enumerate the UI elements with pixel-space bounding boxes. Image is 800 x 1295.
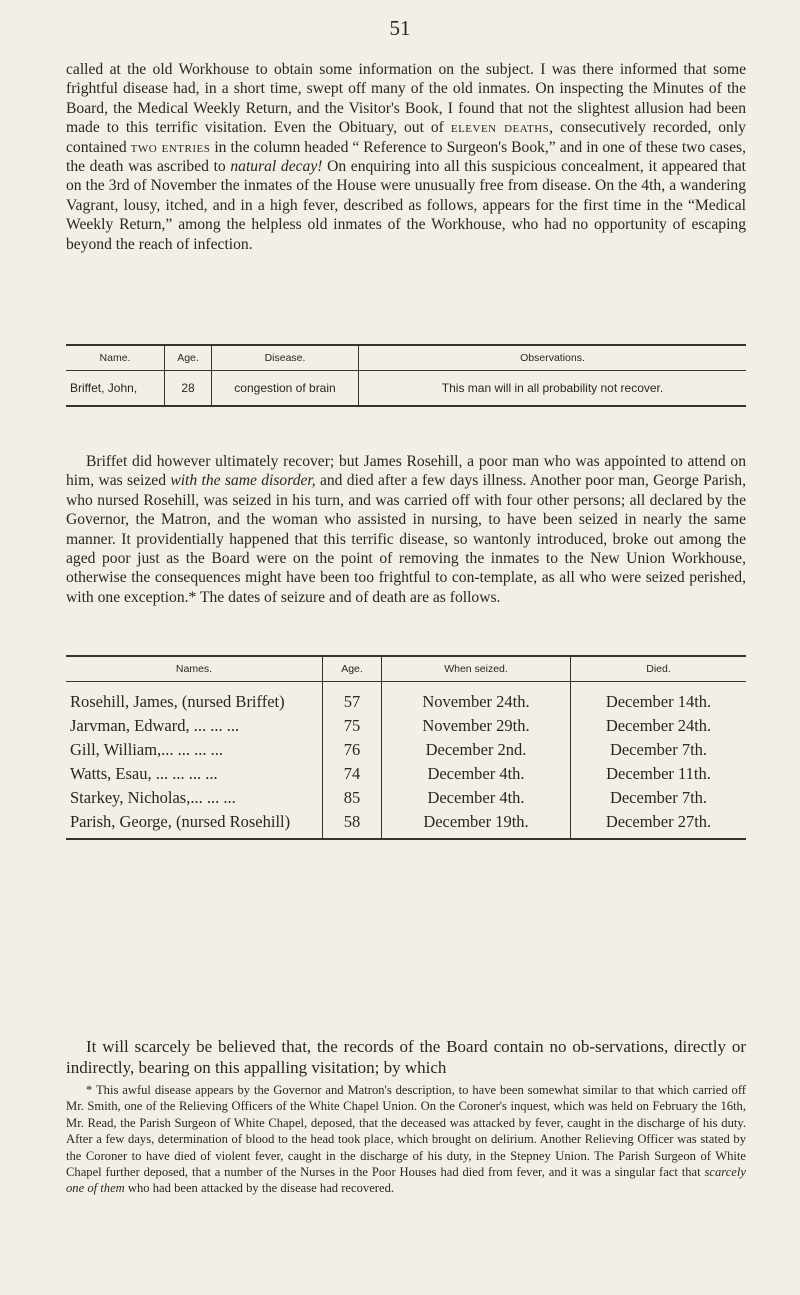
t2-cell-age: 85	[323, 786, 382, 810]
table-row	[66, 810, 746, 839]
t2-header-age: Age.	[323, 656, 382, 682]
t2-cell-age: 74	[323, 762, 382, 786]
t2-cell-seized: November 29th.	[382, 714, 571, 738]
para1-text-b: , consecutively recorded, only contained	[66, 119, 746, 156]
t1-header-observations: Observations.	[359, 345, 747, 371]
t2-cell-name: Watts, Esau, ... ... ... ...	[66, 762, 323, 786]
para1-text-a: called at the old Workhouse to obtain some information on the subject. I was there informed that some frightful disease had, in a short time, swept off many of the old inmates. On inspecting the Minutes of the Board, the Medical Weekly Return, and the Visitor's Book, I found that not the slightest allusion had been made to this terrific visitation. Even the Obituary, out of	[66, 61, 746, 137]
table-row	[66, 371, 746, 407]
para1-italic-natural-decay: natural decay!	[230, 158, 323, 176]
t2-header-when-seized: When seized.	[382, 656, 571, 682]
t2-cell-died: December 14th.	[605, 692, 712, 711]
t1-header-disease: Disease.	[212, 345, 359, 371]
footnote	[66, 1082, 746, 1197]
t2-cell-seized: December 4th.	[382, 762, 571, 786]
t2-cell-name: Starkey, Nicholas,... ... ...	[66, 786, 323, 810]
t1-cell-age: 28	[165, 371, 212, 407]
t2-cell-age: 76	[323, 738, 382, 762]
para2-italic: with the same disorder,	[170, 472, 316, 490]
para1-text-c: in the column headed “ Reference to Surgeon's Book,” and in one of these two cases, the death was ascribed to	[66, 138, 746, 176]
t2-cell-died: December 7th.	[609, 788, 708, 807]
paragraph-1	[66, 60, 746, 254]
table-row	[66, 682, 746, 715]
t1-cell-disease: congestion of brain	[212, 371, 359, 407]
paragraph-3	[66, 1036, 746, 1078]
table-row	[66, 762, 746, 786]
briffet-table	[66, 344, 746, 407]
t1-header-age: Age.	[165, 345, 212, 371]
para2-text-b: and died after a few days illness. Another poor man, George Parish, who nursed Rosehill, was seized in his turn, and was carried off with four other persons; all declared by the Governor, the Matron, and the woman who assisted in nursing, to have been seized in nearly the same manner. It providentially happened that this terrific disease, so wantonly introduced, broke out among the aged poor just as the Board were on the point of removing the inmates to the New Union Workhouse, otherwise the consequences might have been too frightful to con-template, as all who were seized perished, with one exception.* The dates of seizure and of death are as follows.	[66, 472, 746, 606]
t2-cell-died: December 7th.	[609, 740, 708, 759]
paragraph-2	[66, 452, 746, 607]
t2-cell-age: 57	[323, 682, 382, 715]
table-row	[66, 714, 746, 738]
para2-text-a: Briffet did however ultimately recover; but James Rosehill, a poor man who was appointed to attend on him, was seized	[66, 453, 746, 490]
seizure-table	[66, 655, 746, 840]
para1-text-d: On enquiring into all this suspicious concealment, it appeared that on the 3rd of November the inmates of the House were unusually free from disease. On the 4th, a wandering Vagrant, lousy, itched, and in a high fever, described as follows, appears for the first time in the “Medical Weekly Return,” among the helpless old inmates of the Workhouse, who had no opportunity of escaping beyond the reach of infection.	[66, 158, 746, 253]
t2-cell-died: December 11th.	[606, 764, 711, 783]
table-row	[66, 738, 746, 762]
table-row	[66, 786, 746, 810]
t2-header-names: Names.	[66, 656, 323, 682]
t2-cell-died: December 27th.	[605, 812, 712, 831]
t2-cell-name: Parish, George, (nursed Rosehill)	[66, 810, 323, 839]
footnote-italic: scarcely one of them	[66, 1165, 746, 1196]
footnote-text-b: who had been attacked by the disease had recovered.	[124, 1181, 395, 1196]
t2-cell-name: Jarvman, Edward, ... ... ...	[66, 714, 323, 738]
para1-smallcaps-two-entries: two entries	[130, 138, 211, 156]
t2-cell-seized: December 4th.	[382, 786, 571, 810]
t2-cell-name: Rosehill, James, (nursed Briffet)	[66, 682, 323, 715]
t2-cell-seized: December 2nd.	[382, 738, 571, 762]
t2-cell-name: Gill, William,... ... ... ...	[66, 738, 323, 762]
t2-cell-seized: November 24th.	[382, 682, 571, 715]
t1-header-name: Name.	[66, 345, 165, 371]
t2-cell-age: 58	[323, 810, 382, 839]
para3-text: It will scarcely be believed that, the records of the Board contain no ob-servations, directly or indirectly, bearing on this appalling visitation; by which	[66, 1037, 746, 1077]
para1-smallcaps-eleven-deaths: eleven deaths	[450, 119, 550, 137]
t1-cell-observations: This man will in all probability not recover.	[441, 381, 664, 395]
page-number: 51	[389, 16, 411, 40]
t2-header-died: Died.	[571, 656, 747, 682]
t1-cell-name: Briffet, John,	[66, 371, 165, 407]
t2-cell-age: 75	[323, 714, 382, 738]
footnote-text-a: * This awful disease appears by the Governor and Matron's description, to have been somewhat similar to that which carried off Mr. Smith, one of the Relieving Officers of the White Chapel Union. On the Coroner's inquest, which was held on February the 16th, Mr. Read, the Parish Surgeon of White Chapel, deposed, that the deceased was attacked by fever, caught in the discharge of his duty. After a few days, determination of blood to the head took place, which brought on delirium. Another Relieving Officer was stated by the Coroner to have died of violent fever, caught in the discharge of his duty, in the Stepney Union. The Parish Surgeon of White Chapel further deposed, that a number of the Nurses in the Poor Houses had died from fever, and it was a singular fact that	[66, 1083, 746, 1180]
t2-cell-seized: December 19th.	[382, 810, 571, 839]
t2-cell-died: December 24th.	[605, 716, 712, 735]
